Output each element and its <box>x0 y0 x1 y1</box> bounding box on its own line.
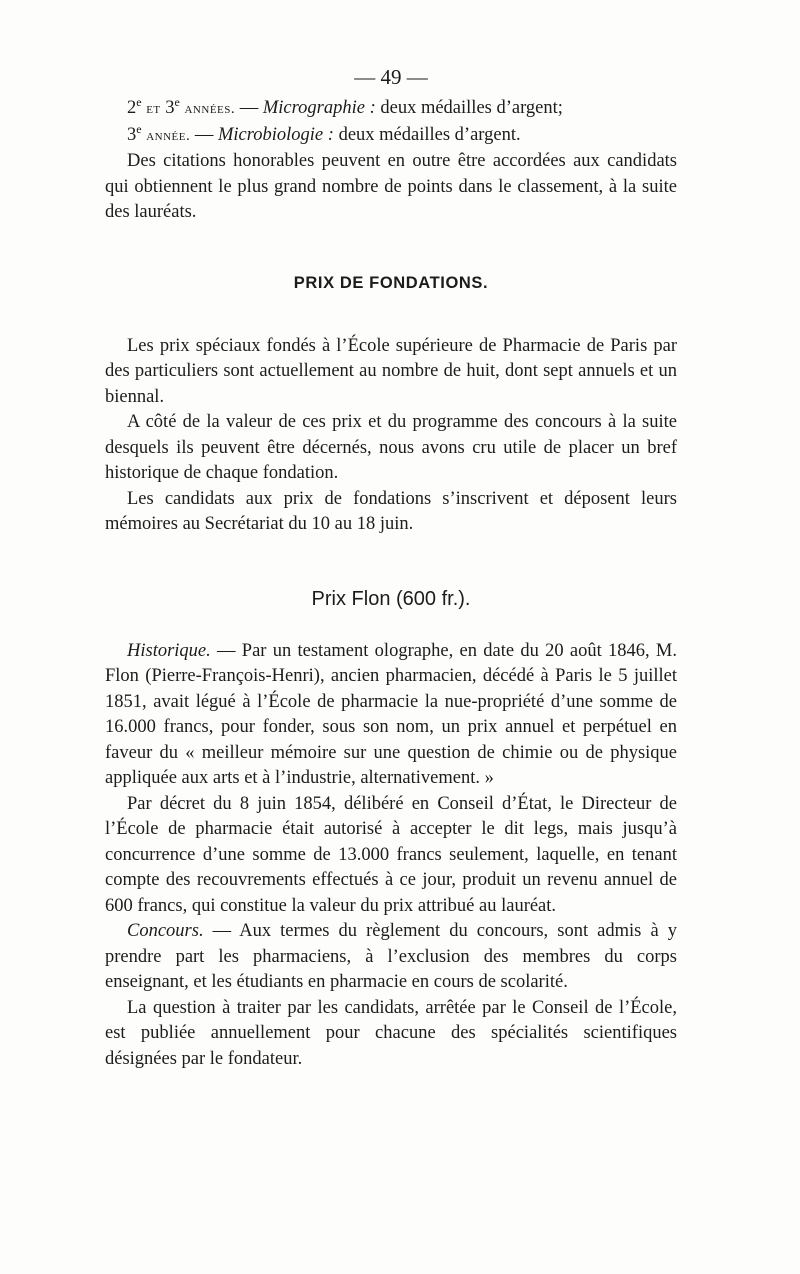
conjunction: et <box>146 101 161 117</box>
historique-label: Historique. <box>127 640 211 661</box>
section-paragraph: Les candidats aux prix de fondations s’inscrivent et déposent leurs mémoires au Secrétariat du 10 au 18 juin. <box>105 488 677 534</box>
historique-text: — Par un testament olographe, en date du 20 août 1846, M. Flon (Pierre-François-Henri), ancien pharmacien, décédé à Paris le 5 juillet 1851, avait légué à l’École de pharmacie la nue-propriété d’une somme de 16.000 francs, pour fonder, sous son nom, un prix annuel et perpétuel en faveur du « meilleur mémoire sur une question de chimie ou de physique appliquée aux arts et à l’industrie, alternativement. » <box>105 640 677 788</box>
concours-label: Concours. <box>127 921 204 941</box>
section-paragraph: A côté de la valeur de ces prix et du programme des concours à la suite desquels ils peuvent être décernés, nous avons cru utile de placer un bref historique de chaque fondation. <box>105 412 677 483</box>
year-superscript: e <box>174 94 180 109</box>
prize-text: deux médailles d’argent. <box>333 124 521 145</box>
decret-paragraph: Par décret du 8 juin 1854, délibéré en Conseil d’État, le Directeur de l’École de pharmacie était autorisé à accepter le dit legs, mais jusqu’à concurrence d’une somme de 13.000 francs seulement, laquelle, en tenant compte des recouvrements effectués à ce jour, produit un revenu annuel de 600 francs, qui constitue la valeur du prix attribué au lauréat. <box>105 793 677 916</box>
subject: Micrographie : <box>262 98 376 118</box>
dash: — <box>235 98 263 118</box>
award-line-1 <box>105 96 677 123</box>
year-number: 3 <box>165 98 175 118</box>
prize-text: deux médailles d’argent; <box>375 98 563 118</box>
year-superscript: e <box>136 94 142 109</box>
dash: — <box>190 124 218 145</box>
page <box>105 62 677 1072</box>
subject: Microbiologie : <box>217 124 334 145</box>
year-label: années. <box>184 101 236 117</box>
page-number: — 49 — <box>354 65 428 89</box>
historique-paragraph <box>105 639 677 792</box>
section-paragraph: Les prix spéciaux fondés à l’École supérieure de Pharmacie de Paris par des particuliers sont actuellement au nombre de huit, dont sept annuels et un biennal. <box>105 335 677 407</box>
citations-paragraph: Des citations honorables peuvent en outre être accordées aux candidats qui obtiennent le plus grand nombre de points dans le classement, à la suite des lauréats. <box>105 151 677 222</box>
award-line-2 <box>105 123 677 150</box>
section-heading: PRIX DE FONDATIONS. <box>293 273 489 292</box>
year-number: 2 <box>127 98 137 118</box>
year-superscript: e <box>136 121 142 136</box>
year-number: 3 <box>127 124 137 145</box>
prize-heading: Prix Flon (600 fr.). <box>311 587 471 610</box>
concours-paragraph <box>105 919 677 996</box>
year-label: année. <box>146 127 191 144</box>
concours-text: — Aux termes du règlement du concours, sont admis à y prendre part les pharmaciens, à l’exclusion des membres du corps enseignant, et les étudiants en pharmacie en cours de scolarité. <box>105 921 677 992</box>
question-paragraph: La question à traiter par les candidats, arrêtée par le Conseil de l’École, est publiée annuellement pour chacune des spécialités scientifiques désignées par le fondateur. <box>105 997 677 1069</box>
